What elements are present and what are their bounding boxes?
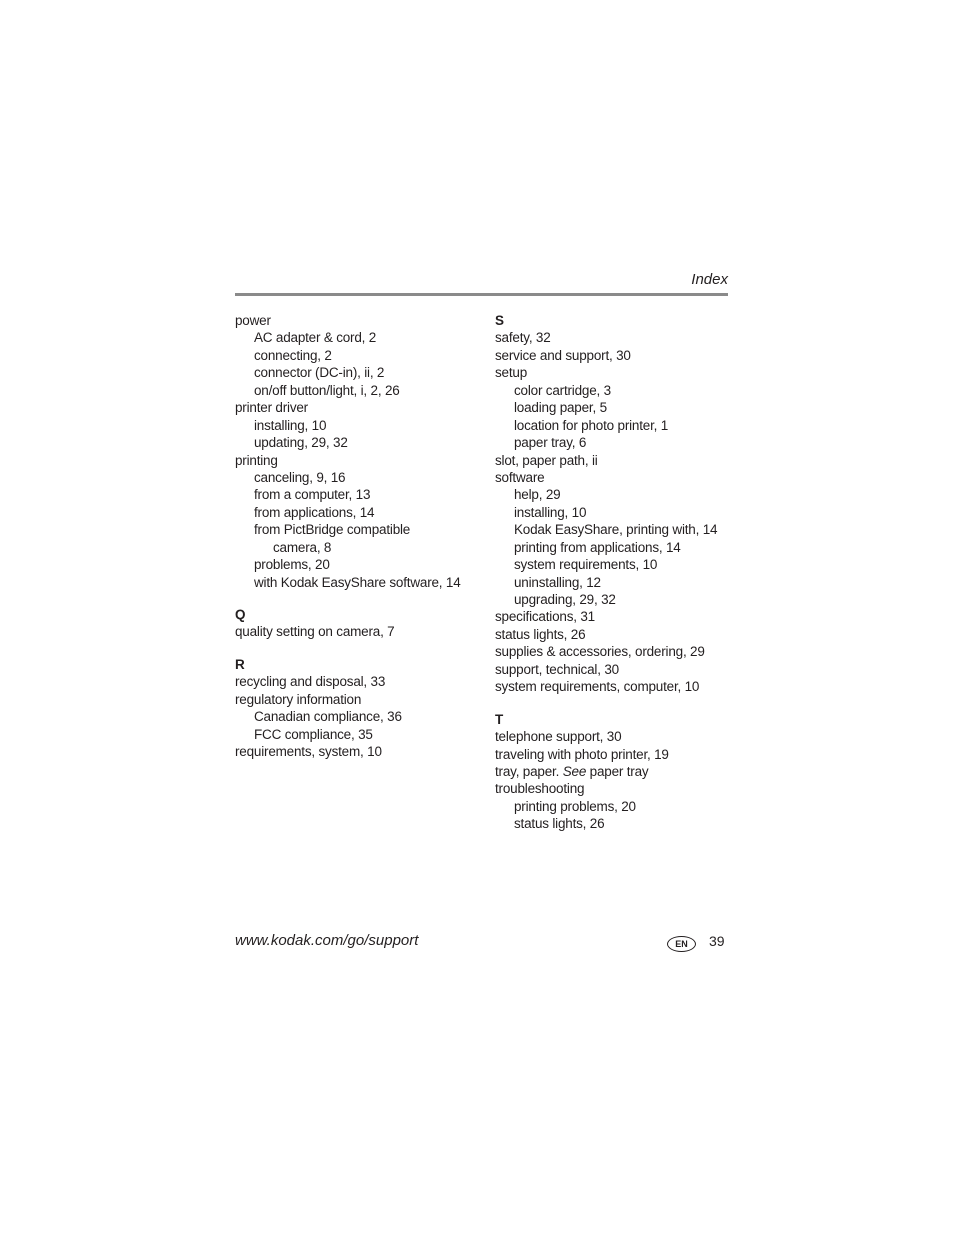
index-entry: color cartridge, 3 (514, 382, 611, 398)
index-entry: installing, 10 (514, 504, 587, 520)
index-entry: connecting, 2 (254, 347, 332, 363)
index-entry: power (235, 313, 271, 328)
footer-support-url[interactable]: www.kodak.com/go/support (235, 932, 419, 949)
index-section-letter: R (235, 656, 245, 672)
index-entry: telephone support, 30 (495, 729, 622, 745)
index-entry: loading paper, 5 (514, 400, 607, 416)
index-entry: camera, 8 (273, 539, 332, 555)
index-entry: from applications, 14 (254, 504, 375, 520)
index-entry: safety, 32 (495, 330, 551, 346)
index-entry: system requirements, 10 (514, 557, 658, 573)
index-entry: problems, 20 (254, 557, 330, 573)
index-section-letter: S (495, 313, 504, 328)
index-entry: printing from applications, 14 (514, 539, 681, 555)
index-section-letter: T (495, 711, 504, 727)
index-entry: paper tray, 6 (514, 435, 587, 451)
index-entry: regulatory information (235, 691, 362, 707)
index-entry: AC adapter & cord, 2 (254, 330, 377, 346)
section-gap (235, 641, 490, 656)
index-entry (495, 763, 730, 780)
index-entry: printing (235, 452, 278, 468)
section-gap (495, 696, 730, 711)
index-entry: quality setting on camera, 7 (235, 624, 395, 640)
index-entry: connector (DC-in), ii, 2 (254, 365, 385, 381)
index-entry: software (495, 469, 545, 485)
index-entry: location for photo printer, 1 (514, 417, 669, 433)
index-entry: printing problems, 20 (514, 798, 636, 814)
index-entry: requirements, system, 10 (235, 744, 382, 760)
index-entry: printer driver (235, 400, 308, 416)
index-entry: FCC compliance, 35 (254, 726, 373, 742)
index-entry: upgrading, 29, 32 (514, 592, 616, 607)
index-cross-reference: See (562, 763, 587, 779)
index-entry: supplies & accessories, ordering, 29 (495, 644, 705, 660)
index-column-right (495, 312, 730, 833)
index-entry: installing, 10 (254, 417, 327, 433)
index-entry: traveling with photo printer, 19 (495, 746, 669, 762)
index-entry: from a computer, 13 (254, 487, 371, 503)
index-entry: Canadian compliance, 36 (254, 709, 402, 725)
page-number: 39 (709, 933, 725, 949)
index-entry: slot, paper path, ii (495, 452, 598, 468)
index-entry: status lights, 26 (514, 816, 605, 832)
index-entry: from PictBridge compatible (254, 522, 411, 538)
index-entry: on/off button/light, i, 2, 26 (254, 382, 400, 398)
index-entry: status lights, 26 (495, 626, 586, 642)
section-gap (235, 591, 490, 606)
running-header-title: Index (691, 271, 728, 288)
index-entry: troubleshooting (495, 781, 585, 797)
index-entry: recycling and disposal, 33 (235, 674, 386, 690)
index-entry-target: paper tray (586, 763, 649, 779)
index-entry-text: tray, paper. (495, 763, 563, 779)
index-section-letter: Q (235, 607, 246, 622)
header-divider (235, 293, 728, 296)
index-entry: service and support, 30 (495, 347, 631, 363)
language-badge: EN (667, 936, 696, 952)
index-entry: setup (495, 365, 528, 381)
index-entry: specifications, 31 (495, 609, 595, 625)
index-entry: canceling, 9, 16 (254, 469, 346, 485)
index-entry: updating, 29, 32 (254, 435, 348, 451)
index-entry: uninstalling, 12 (514, 574, 601, 590)
index-entry: support, technical, 30 (495, 661, 619, 677)
index-column-left (235, 312, 490, 761)
index-entry: with Kodak EasyShare software, 14 (254, 574, 461, 590)
index-entry: help, 29 (514, 487, 561, 503)
index-entry: Kodak EasyShare, printing with, 14 (514, 522, 718, 538)
index-entry: system requirements, computer, 10 (495, 679, 700, 695)
